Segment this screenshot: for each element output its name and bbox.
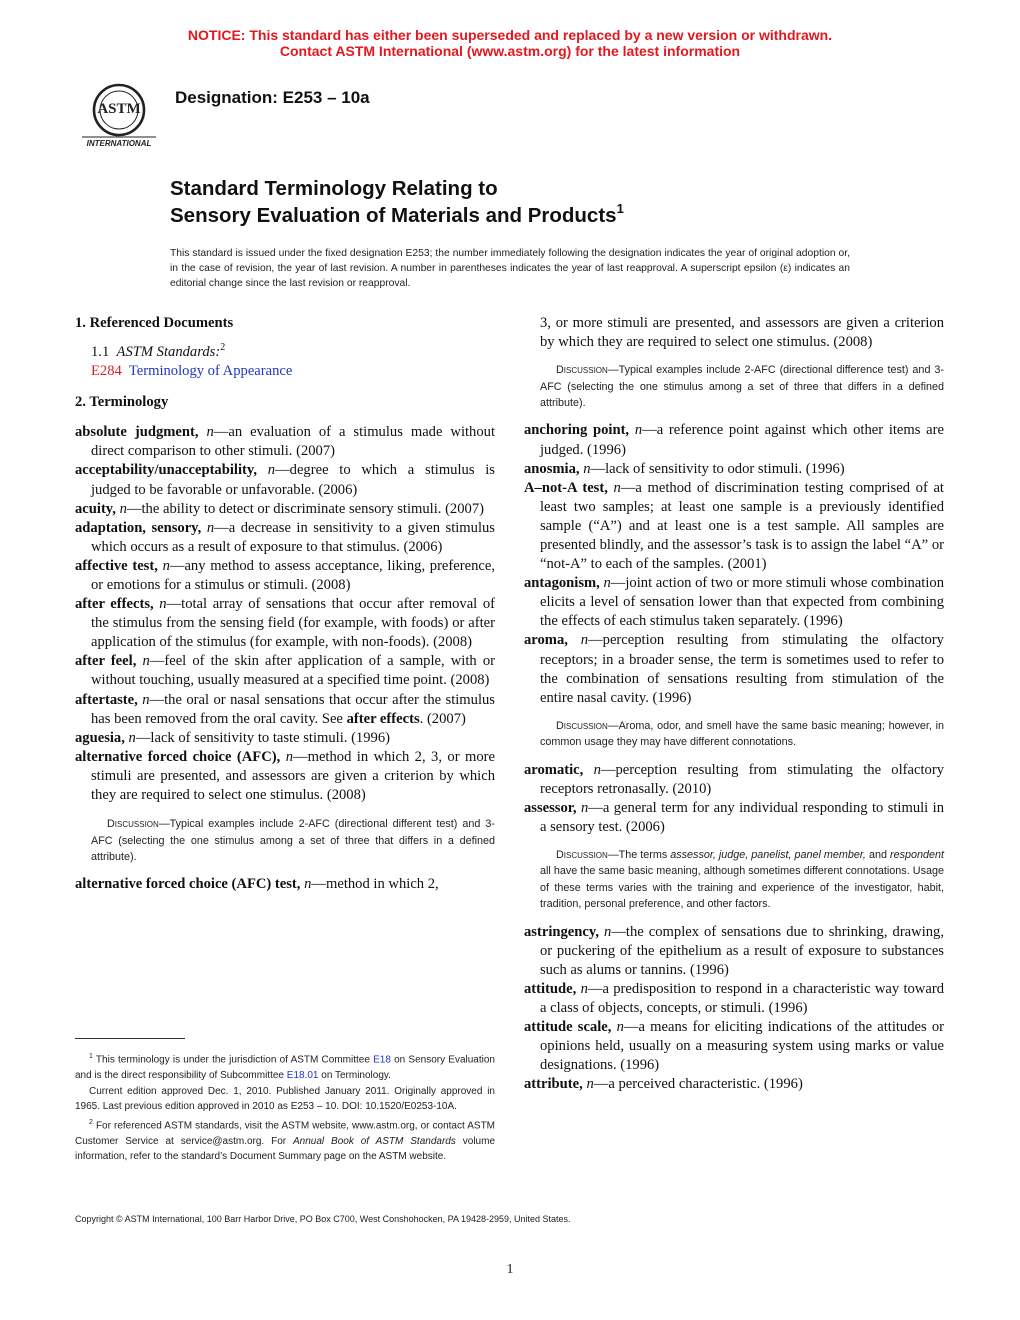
designation: Designation: E253 – 10a	[175, 88, 370, 107]
term-entry: alternative forced choice (AFC), n—method in which 2, 3, or more stimuli are presented, and assessors are given a criterion by which they are required to select one stimulus. (2008)	[75, 748, 495, 804]
footnote-1: $^1$ This terminology is under the jurisdiction of ASTM Committee E18 on Sensory Evaluation and is the direct responsibility of Subcommittee E18.01 on Terminology.	[75, 1053, 495, 1081]
term-entry: attribute, n—a perceived characteristic. (1996)	[524, 1076, 803, 1093]
term-entry: acuity, n—the ability to detect or discriminate sensory stimuli. (2007)	[75, 500, 484, 517]
notice-line-1: NOTICE: This standard has either been superseded and replaced by a new version or withdrawn.	[187, 27, 833, 43]
ref-code[interactable]: E284	[91, 363, 122, 380]
term-entry: astringency, n—the complex of sensations due to shrinking, drawing, or puckering of the epithelium as a result of exposure to substances such as alums or tannins. (1996)	[524, 923, 944, 978]
discussion-note: Discussion—Typical examples include 2-AFC (directional difference test) and 3-AFC (selecting the one stimulus among a set of three that differs in a defined attribute).	[540, 364, 944, 409]
term-entry: attitude, n—a predisposition to respond in a characteristic way toward a class of objects, concepts, or stimuli. (1996)	[524, 980, 944, 1016]
referenced-standard-link[interactable]	[75, 362, 495, 381]
term-entry: adaptation, sensory, n—a decrease in sensitivity to a given stimulus which occurs as a result of exposure to that stimulus. (2006)	[75, 519, 495, 555]
term-entry: after feel, n—feel of the skin after application of a sample, with or without touching, usually measured at a specified time point. (2008)	[75, 653, 495, 689]
term-entry: absolute judgment, n—an evaluation of a stimulus made without direct comparison to other stimuli. (2007)	[75, 424, 495, 460]
discussion-note: Discussion—Typical examples include 2-AFC (directional different test) and 3-AFC (selecting the one stimulus among a set of three that differs in a defined attribute).	[91, 818, 495, 863]
term-entry: aftertaste, n—the oral or nasal sensations that occur after the stimulus has been removed from the oral cavity. See after effects. (2007)	[75, 691, 495, 727]
term-entry: attitude scale, n—a means for eliciting indications of the attitudes or opinions held, usually on a measuring system using marks or value designations. (1996)	[524, 1019, 944, 1074]
document-title	[170, 175, 930, 229]
logo-letters: ASTM	[97, 101, 141, 117]
term-entry: antagonism, n—joint action of two or more stimuli whose combination elicits a level of sensation lower than that expected from combining the effects of each stimulus taken separately. (1996)	[524, 575, 944, 630]
term-entry: alternative forced choice (AFC) test, n—method in which 2,	[75, 876, 439, 893]
copyright-notice: Copyright © ASTM International, 100 Barr Harbor Drive, PO Box C700, West Conshohocken, PA 19428-2959, United States.	[75, 1214, 571, 1224]
right-column	[524, 314, 944, 1094]
title-footnote-mark: 1	[616, 201, 624, 216]
term-entry: affective test, n—any method to assess acceptance, liking, preference, or emotions for a stimulus or stimuli. (2008)	[75, 557, 495, 593]
term-continuation: 3, or more stimuli are presented, and assessors are given a criterion by which they are required to select one stimulus. (2008)	[540, 315, 944, 351]
discussion-note: Discussion—The terms assessor, judge, panelist, panel member, and respondent all have the same basic meaning, although sometimes different connotations. Usage of these terms varies with the training and experience of the investigator, habit, tradition, personal preference, and other factors.	[540, 849, 945, 911]
section-1-1: 1.1 ASTM Standards:$^2$	[91, 342, 226, 360]
discussion-note: Discussion—Aroma, odor, and smell have the same basic meaning; however, in common usage they may have different connotations.	[540, 719, 944, 749]
term-entry: acceptability/unacceptability, n—degree to which a stimulus is judged to be favorable or unfavorable. (2006)	[75, 462, 495, 498]
left-column	[75, 314, 495, 894]
logo-wordmark: INTERNATIONAL	[86, 139, 152, 148]
astm-logo	[78, 80, 160, 152]
term-entry: anchoring point, n—a reference point against which other items are judged. (1996)	[524, 422, 944, 458]
section-1-heading: 1. Referenced Documents	[75, 315, 234, 331]
ref-title[interactable]: Terminology of Appearance	[128, 363, 293, 380]
footnote-2: $^2$ For referenced ASTM standards, visit the ASTM website, www.astm.org, or contact ASTM Customer Service at service@astm.org. For Annual Book of ASTM Standards volume information, refer to the standard’s Document Summary page on the ASTM website.	[75, 1118, 496, 1163]
section-2-heading: 2. Terminology	[75, 394, 169, 411]
title-line-1: Standard Terminology Relating to	[170, 177, 498, 200]
title-line-2: Sensory Evaluation of Materials and Products$^1$	[170, 201, 624, 227]
term-entry: anosmia, n—lack of sensitivity to odor stimuli. (1996)	[524, 460, 845, 477]
term-entry: after effects, n—total array of sensations that occur after removal of the stimulus from the sensing field (for example, with foods) or after application of the stimulus (for example, with non-foods). (2008)	[75, 596, 495, 651]
term-entry: aroma, n—perception resulting from stimulating the olfactory receptors; in a broader sense, the term is sometimes used to refer to the combination of sensations resulting from stimulation of the entire nasal cavity. (1996)	[524, 632, 944, 706]
committee-link[interactable]: E18	[373, 1054, 391, 1066]
term-entry: assessor, n—a general term for any individual responding to stimuli in a sensory test. (2006)	[524, 799, 944, 835]
term-entry: aromatic, n—perception resulting from stimulating the olfactory receptors retronasally. (2010)	[524, 761, 944, 797]
term-entry: A–not-A test, n—a method of discrimination testing comprised of at least two samples; at least one sample is a previously identified sample (“A”) and at least one is a test sample. All samples are presented blindly, and the assessor’s task is to assign the label “A” or “not-A” to each of the samples. (2001)	[524, 479, 944, 573]
page-number: 1	[506, 1262, 514, 1277]
notice-line-2: Contact ASTM International (www.astm.org) for the latest information	[279, 43, 741, 59]
footnotes	[75, 1038, 495, 1165]
footnote-rule	[75, 1038, 185, 1039]
term-entry: aguesia, n—lack of sensitivity to taste stimuli. (1996)	[75, 729, 390, 746]
subcommittee-link[interactable]: E18.01	[286, 1069, 319, 1081]
withdrawal-notice	[0, 27, 1020, 59]
footnote-1-edition: Current edition approved Dec. 1, 2010. Published January 2011. Originally approved in 1965. Last previous edition approved in 2010 as E253 – 10. DOI: 10.1520/E0253-10A.	[75, 1085, 495, 1113]
preamble: This standard is issued under the fixed designation E253; the number immediately following the designation indicates the year of original adoption or, in the case of revision, the year of last revision. A number in parentheses indicates the year of last reapproval. A superscript epsilon (ε) indicates an editorial change since the last revision or reapproval.	[170, 248, 850, 289]
